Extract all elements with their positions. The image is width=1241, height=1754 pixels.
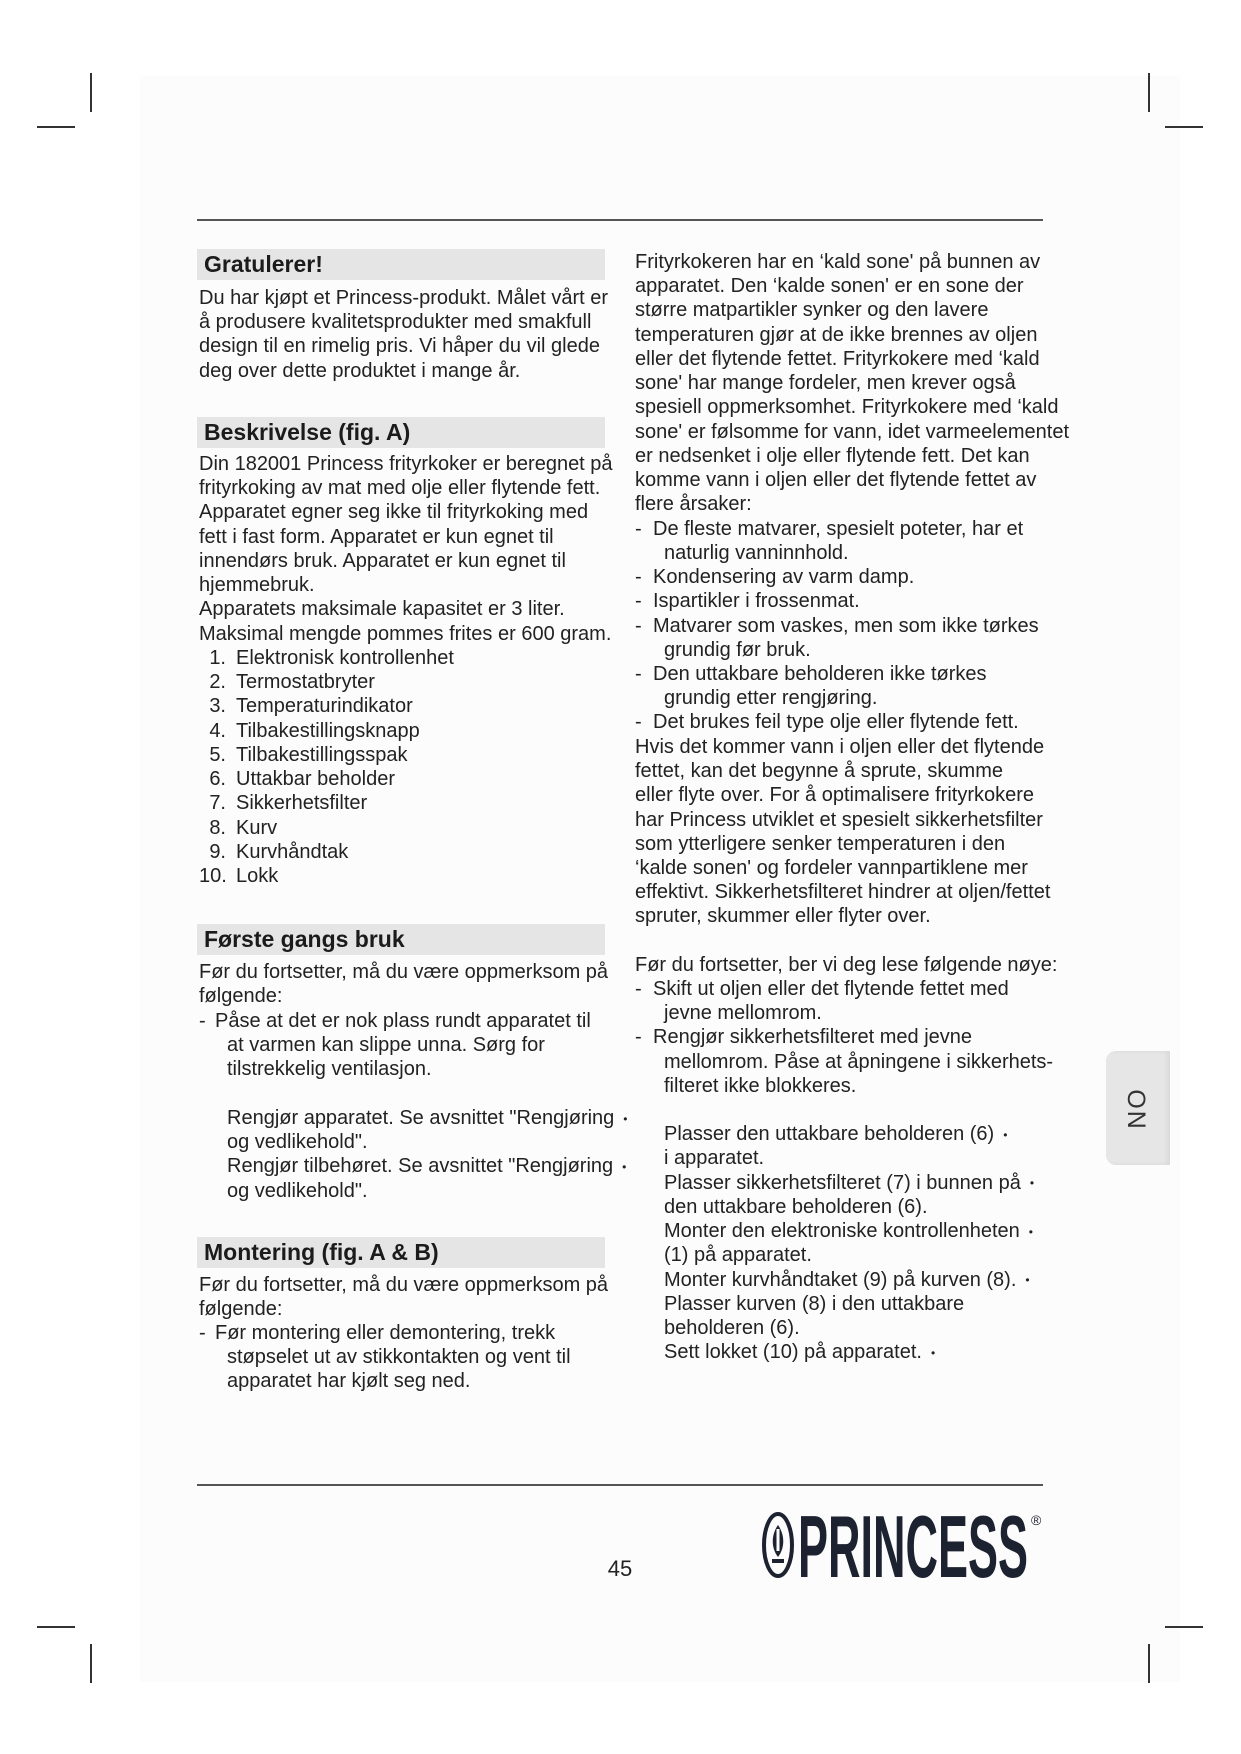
numbered-item <box>199 791 454 815</box>
paragraph-line: som ytterligere senker temperaturen i den <box>635 832 1006 855</box>
paragraph-line: sone' er følsomme for vann, idet varmeelementet <box>635 420 1070 443</box>
crop-mark <box>1148 73 1150 112</box>
dash-marker: - <box>635 663 642 685</box>
item-first-line <box>199 1106 628 1130</box>
steps-forste-gangs-bruk <box>199 1106 628 1203</box>
item-text: mellomrom. Påse at åpningene i sikkerhets- <box>664 1050 1054 1073</box>
bullet-dot: • <box>1003 1127 1008 1142</box>
item-text: Rengjør tilbehøret. Se avsnittet "Rengjøring <box>227 1155 614 1178</box>
item-continuation-line <box>199 1345 571 1369</box>
item-text: grundig før bruk. <box>664 638 811 661</box>
item-text: jevne mellomrom. <box>664 1002 822 1025</box>
item-text: Matvarer som vaskes, men som ikke tørkes <box>653 614 1039 637</box>
item-text: og vedlikehold". <box>227 1131 368 1154</box>
item-text: grundig etter rengjøring. <box>664 687 878 710</box>
item-first-line <box>635 710 1039 734</box>
item-continuation-line <box>635 1050 1053 1074</box>
item-first-line <box>199 1009 591 1033</box>
step-item <box>199 1154 628 1202</box>
step-item <box>635 1340 1034 1364</box>
header-rule <box>197 219 1043 221</box>
item-text: Skift ut oljen eller det flytende fettet med <box>653 978 1009 1000</box>
numbered-item <box>199 646 454 670</box>
paragraph-line: Hvis det kommer vann i oljen eller det flytende <box>635 735 1045 758</box>
dash-list-item <box>635 517 1039 565</box>
item-number: 1. <box>209 647 226 669</box>
paragraph-line: Frityrkokeren har en ‘kald sone' på bunnen av <box>635 251 1041 273</box>
paragraph-line: Apparatets maksimale kapasitet er 3 liter. <box>199 598 565 621</box>
paragraph-line: eller det flytende fettet. Frityrkokere med ‘kald <box>635 347 1040 370</box>
item-text: Plasser kurven (8) i den uttakbare <box>664 1292 965 1315</box>
numbered-item <box>199 840 454 864</box>
registered-mark: ® <box>1031 1512 1042 1528</box>
paragraph-line: frityrkoking av mat med olje eller flytende fett. <box>199 477 601 500</box>
item-text: beholderen (6). <box>664 1317 800 1340</box>
item-continuation-line <box>635 1316 1034 1340</box>
paragraph-before-use <box>635 953 1057 977</box>
item-number: 9. <box>209 840 226 863</box>
item-continuation-line <box>199 1057 591 1081</box>
item-continuation-line <box>635 541 1039 565</box>
crop-mark <box>90 73 92 112</box>
item-number: 2. <box>209 671 226 694</box>
dash-list-item <box>635 589 1039 613</box>
item-continuation-line <box>635 638 1039 662</box>
paragraph-line: apparatet. Den ‘kalde sonen' er en sone der <box>635 275 1024 298</box>
section-heading-gratulerer: Gratulerer! <box>197 249 605 280</box>
step-item <box>635 1219 1034 1267</box>
dash-list-item <box>635 1025 1053 1098</box>
paragraph-sikkerhetsfilter <box>635 735 1050 929</box>
language-tab-label: NO <box>1123 1087 1152 1129</box>
crop-mark <box>90 1644 92 1683</box>
dash-list-item <box>199 1321 571 1394</box>
paragraph-line: deg over dette produktet i mange år. <box>199 359 521 382</box>
item-first-line <box>635 589 1039 613</box>
item-text: Monter den elektroniske kontrollenheten <box>664 1220 1020 1243</box>
step-item <box>635 1292 1034 1340</box>
dash-marker: - <box>635 614 642 637</box>
step-item <box>199 1106 628 1154</box>
item-first-line <box>199 1154 628 1178</box>
paragraph-line: følgende: <box>199 1298 283 1321</box>
paragraph-kald-sone <box>635 250 1069 517</box>
princess-logo <box>760 1505 1050 1585</box>
item-text: De fleste matvarer, spesielt poteter, har et <box>653 517 1024 540</box>
numbered-item <box>199 743 454 767</box>
item-text: Termostatbryter <box>236 671 375 694</box>
item-continuation-line <box>635 1074 1053 1098</box>
item-first-line <box>635 1268 1034 1292</box>
paragraph-line: Maksimal mengde pommes frites er 600 gram. <box>199 622 612 645</box>
item-continuation-line <box>635 1195 1034 1219</box>
step-item <box>635 1268 1034 1292</box>
item-continuation-line <box>199 1130 628 1154</box>
paragraph-line: flere årsaker: <box>635 493 752 516</box>
item-first-line <box>635 1122 1034 1146</box>
paragraph-line: effektivt. Sikkerhetsfilteret hindrer at oljen/fettet <box>635 881 1051 904</box>
section-heading-montering: Montering (fig. A & B) <box>197 1237 605 1268</box>
paragraph-line: ‘kalde sonen' og fordeler vannpartiklene mer <box>635 856 1028 879</box>
bullet-dot: • <box>1029 1176 1035 1191</box>
item-text: at varmen kan slippe unna. Sørg for <box>227 1033 545 1056</box>
item-first-line <box>635 1340 1034 1364</box>
item-text: Lokk <box>236 865 279 888</box>
paragraph-line: spesiell oppmerksomhet. Frityrkokere med ‘kald <box>635 396 1059 419</box>
dash-marker: - <box>635 1026 642 1049</box>
paragraph-line: Du har kjøpt et Princess-produkt. Målet vårt er <box>199 287 609 309</box>
dash-marker: - <box>635 711 642 734</box>
paragraph-line: større matpartikler synker og den lavere <box>635 299 989 322</box>
item-number: 10. <box>199 865 227 888</box>
dash-list-item <box>199 1009 591 1082</box>
dash-marker: - <box>635 566 642 589</box>
crop-mark <box>1165 126 1203 128</box>
paragraph-line: å produsere kvalitetsprodukter med smakfull <box>199 311 592 334</box>
dash-marker: - <box>199 1322 206 1344</box>
item-continuation-line <box>199 1179 628 1203</box>
paragraph-line: spruter, skummer eller flyter over. <box>635 905 931 928</box>
item-first-line <box>635 1025 1053 1049</box>
paragraph-line: Før du fortsetter, må du være oppmerksom på <box>199 961 609 983</box>
item-text: (1) på apparatet. <box>664 1244 812 1267</box>
item-first-line <box>635 614 1039 638</box>
paragraph-line: eller flyte over. For å optimalisere frityrkokere <box>635 784 1035 807</box>
item-text: Kondensering av varm damp. <box>653 566 915 589</box>
notes-before-use <box>635 977 1053 1098</box>
paragraph-line: innendørs bruk. Apparatet er kun egnet til <box>199 549 566 572</box>
paragraph-line: Din 182001 Princess frityrkoker er beregnet på <box>199 453 613 475</box>
item-number: 4. <box>209 719 226 742</box>
item-text: naturlig vanninnhold. <box>664 541 849 564</box>
notes-forste-gangs-bruk <box>199 1009 591 1082</box>
dash-list-item <box>635 565 1039 589</box>
bullet-dot: • <box>623 1111 628 1126</box>
paragraph-line: Før du fortsetter, ber vi deg lese følgende nøye: <box>635 953 1058 976</box>
parts-list <box>199 646 454 888</box>
item-text: Temperaturindikator <box>236 695 413 718</box>
item-continuation-line <box>635 1146 1034 1170</box>
item-first-line <box>635 1292 1034 1316</box>
item-text: Kurv <box>236 816 278 839</box>
item-text: den uttakbare beholderen (6). <box>664 1195 928 1218</box>
numbered-item <box>199 816 454 840</box>
step-item <box>635 1171 1034 1219</box>
bullet-dot: • <box>622 1160 627 1175</box>
item-text: Tilbakestillingsspak <box>236 743 408 766</box>
item-text: Sikkerhetsfilter <box>236 792 368 815</box>
item-text: Det brukes feil type olje eller flytende fett. <box>653 711 1019 734</box>
item-text: tilstrekkelig ventilasjon. <box>227 1057 432 1080</box>
paragraph-line: følgende: <box>199 985 283 1008</box>
footer-rule <box>197 1484 1043 1486</box>
item-first-line <box>635 662 1039 686</box>
dash-list-item <box>635 662 1039 710</box>
item-text: Sett lokket (10) på apparatet. <box>664 1341 922 1364</box>
bullet-dot: • <box>1025 1273 1030 1288</box>
paragraph-line: hjemmebruk. <box>199 574 315 597</box>
item-text: Rengjør apparatet. Se avsnittet "Rengjøring <box>227 1107 615 1129</box>
numbered-item <box>199 694 454 718</box>
notes-montering <box>199 1321 571 1394</box>
crop-mark <box>37 1626 75 1628</box>
bullet-dot: • <box>1028 1224 1033 1239</box>
paragraph-line: Apparatet egner seg ikke til frityrkoking med <box>199 501 589 524</box>
numbered-item <box>199 767 454 791</box>
step-item <box>635 1122 1034 1170</box>
item-text: Plasser sikkerhetsfilteret (7) i bunnen på <box>664 1171 1021 1194</box>
item-text: Den uttakbare beholderen ikke tørkes <box>653 663 987 685</box>
assembly-steps <box>635 1122 1034 1364</box>
crop-mark <box>1148 1644 1150 1683</box>
item-continuation-line <box>635 686 1039 710</box>
paragraph-gratulerer <box>199 286 608 383</box>
item-first-line <box>635 1219 1034 1243</box>
item-text: Tilbakestillingsknapp <box>236 719 420 742</box>
item-first-line <box>199 1321 571 1345</box>
dash-marker: - <box>635 517 642 540</box>
page-number: 45 <box>607 1556 633 1581</box>
paragraph-line: fettet, kan det begynne å sprute, skumme <box>635 760 1003 783</box>
dash-marker: - <box>199 1009 206 1032</box>
crop-mark <box>1165 1626 1203 1628</box>
dash-list-item <box>635 614 1039 662</box>
item-text: Påse at det er nok plass rundt apparatet til <box>215 1009 591 1032</box>
item-number: 5. <box>209 743 226 766</box>
language-tab <box>1106 1051 1170 1165</box>
section-heading-beskrivelse: Beskrivelse (fig. A) <box>197 417 605 448</box>
item-text: Ispartikler i frossenmat. <box>653 590 860 613</box>
item-first-line <box>635 517 1039 541</box>
item-number: 7. <box>209 792 226 815</box>
item-continuation-line <box>199 1033 591 1057</box>
numbered-item <box>199 670 454 694</box>
item-number: 6. <box>209 768 226 791</box>
item-text: Plasser den uttakbare beholderen (6) <box>664 1123 995 1146</box>
paragraph-line: komme vann i oljen eller det flytende fettet av <box>635 469 1037 492</box>
item-text: Monter kurvhåndtaket (9) på kurven (8). <box>664 1268 1017 1291</box>
section-heading-forste-gangs-bruk: Første gangs bruk <box>197 924 605 955</box>
crop-mark <box>37 126 75 128</box>
paragraph-line: fett i fast form. Apparatet er kun egnet til <box>199 525 554 548</box>
item-number: 8. <box>209 816 226 839</box>
item-text: Uttakbar beholder <box>236 768 395 791</box>
bullet-dot: • <box>930 1345 936 1360</box>
paragraph-line: Før du fortsetter, må du være oppmerksom på <box>199 1274 609 1296</box>
item-first-line <box>635 565 1039 589</box>
paragraph-line: design til en rimelig pris. Vi håper du vil glede <box>199 335 600 358</box>
paragraph-line: har Princess utviklet et spesielt sikkerhetsfilter <box>635 808 1043 831</box>
item-text: Før montering eller demontering, trekk <box>215 1322 556 1344</box>
numbered-item <box>199 864 454 888</box>
item-continuation-line <box>635 1001 1053 1025</box>
dash-marker: - <box>635 978 642 1000</box>
paragraph-line: sone' har mange fordeler, men krever også <box>635 372 1016 395</box>
paragraph-line: temperaturen gjør at de ikke brennes av oljen <box>635 323 1038 346</box>
item-text: Rengjør sikkerhetsfilteret med jevne <box>653 1026 973 1049</box>
item-text: støpselet ut av stikkontakten og vent til <box>227 1346 571 1369</box>
item-continuation-line <box>199 1369 571 1393</box>
dash-list-item <box>635 977 1053 1025</box>
item-text: apparatet har kjølt seg ned. <box>227 1370 471 1393</box>
dash-list-item <box>635 710 1039 734</box>
paragraph-beskrivelse <box>199 452 613 646</box>
paragraph-montering <box>199 1273 608 1321</box>
item-text: og vedlikehold". <box>227 1179 368 1202</box>
item-first-line <box>635 977 1053 1001</box>
princess-emblem-icon <box>764 1514 792 1576</box>
item-first-line <box>635 1171 1034 1195</box>
item-text: Kurvhåndtak <box>236 840 349 863</box>
numbered-item <box>199 719 454 743</box>
causes-list <box>635 517 1039 735</box>
brand-wordmark: PRINCESS <box>798 1505 1028 1585</box>
item-text: Elektronisk kontrollenhet <box>236 647 454 669</box>
paragraph-forste-gangs-bruk <box>199 960 608 1008</box>
paragraph-line: er nedsenket i olje eller flytende fett. Det kan <box>635 444 1030 467</box>
item-number: 3. <box>209 695 226 718</box>
dash-marker: - <box>635 590 642 613</box>
item-continuation-line <box>635 1243 1034 1267</box>
item-text: i apparatet. <box>664 1147 765 1170</box>
item-text: filteret ikke blokkeres. <box>664 1074 857 1097</box>
